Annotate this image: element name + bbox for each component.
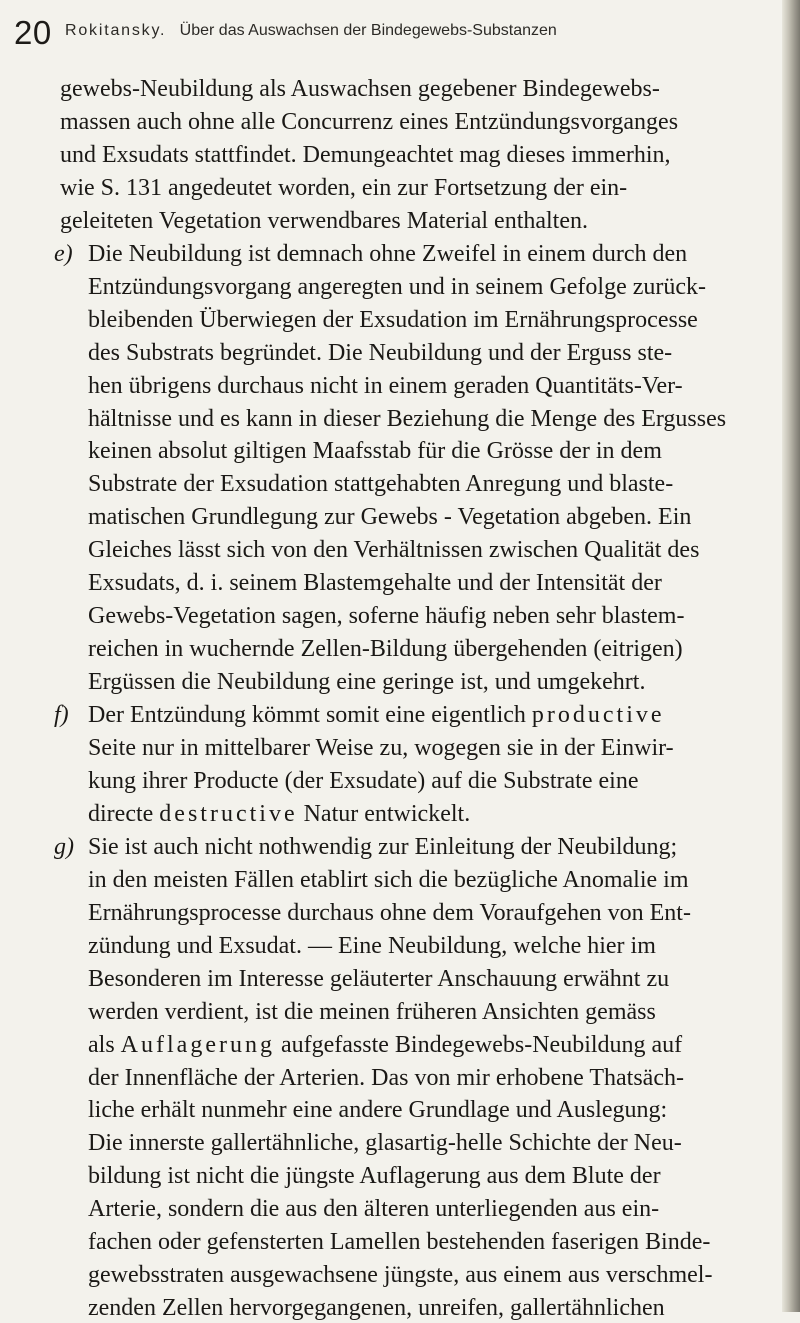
line-text: Seite nur in mittelbarer Weise zu, wogegen sie in der Einwir- — [88, 735, 674, 761]
body-line — [88, 964, 669, 994]
line-text: directe — [88, 800, 160, 827]
section-marker: f) — [54, 702, 69, 729]
line-text: des Substrats begründet. Die Neubildung und der Erguss ste- — [88, 339, 673, 366]
page-number: 20 — [14, 14, 52, 51]
body-line — [88, 568, 662, 598]
body-line — [88, 766, 638, 796]
page-header — [0, 0, 800, 68]
line-text: Gewebs-Vegetation sagen, soferne häufig neben sehr blastem- — [88, 603, 685, 630]
line-text: hältnisse und es kann in dieser Beziehung die Menge des Ergusses — [88, 405, 727, 432]
line-text: gewebs-Neubildung als Auswachsen gegebener Bindegewebs- — [60, 76, 660, 102]
line-text: Besonderen im Interesse geläuterter Anschauung erwähnt zu — [88, 965, 670, 992]
body-line — [60, 140, 671, 170]
line-text: fachen oder gefensterten Lamellen bestehenden faserigen Binde- — [88, 1229, 711, 1256]
body-line — [88, 931, 656, 961]
body-line — [88, 371, 683, 401]
running-head-author: Rokitansky. — [65, 22, 167, 39]
body-line — [88, 502, 691, 532]
page-edge-shadow — [782, 0, 800, 1312]
line-text: als — [88, 1031, 121, 1058]
line-text: kung ihrer Producte (der Exsudate) auf die Substrate eine — [88, 767, 639, 794]
line-text: der Innenfläche der Arterien. Das von mir erhobene Thatsäch- — [88, 1064, 684, 1091]
running-head-title: Über das Auswachsen der Bindegewebs-Substanzen — [179, 22, 557, 39]
body-line — [60, 173, 627, 203]
line-text: Exsudats, d. i. seinem Blastemgehalte und der Intensität der — [88, 570, 662, 597]
line-text: Der Entzündung kömmt somit eine eigentlich — [88, 702, 532, 729]
line-text: Ernährungsprocesse durchaus ohne dem Voraufgehen von Ent- — [88, 899, 691, 926]
line-text: massen auch ohne alle Concurrenz eines Entzündungsvorganges — [60, 108, 679, 135]
body-line — [88, 239, 687, 269]
body-line — [88, 634, 683, 664]
body-line — [88, 1161, 661, 1191]
body-line — [88, 1227, 710, 1257]
body-line — [88, 404, 726, 434]
emphasized-term: Auflagerung — [120, 1031, 275, 1058]
line-text: Die innerste gallertähnliche, glasartig-helle Schichte der Neu- — [88, 1130, 682, 1157]
line-text: liche erhält nunmehr eine andere Grundlage und Auslegung: — [88, 1097, 668, 1124]
line-text: und Exsudats stattfindet. Demungeachtet mag dieses immerhin, — [60, 141, 671, 168]
body-line — [88, 1260, 712, 1290]
line-text: geleiteten Vegetation verwendbares Material enthalten. — [60, 207, 588, 234]
line-text: Natur entwickelt. — [297, 800, 471, 827]
line-text: wie S. 131 angedeutet worden, ein zur Fortsetzung der ein- — [60, 174, 628, 201]
line-text: zündung und Exsudat. — Eine Neubildung, welche hier im — [88, 932, 656, 959]
line-text: keinen absolut giltigen Maafsstab für die Grösse der in dem — [88, 438, 662, 465]
body-line — [88, 436, 662, 466]
body-line — [88, 700, 665, 730]
body-line — [88, 1128, 682, 1158]
body-line — [60, 206, 588, 236]
body-line — [60, 74, 660, 104]
line-text: in den meisten Fällen etablirt sich die bezügliche Anomalie im — [88, 866, 689, 893]
line-text: bleibenden Überwiegen der Exsudation im Ernährungsprocesse — [88, 306, 698, 333]
line-text: Gleiches lässt sich von den Verhältnissen zwischen Qualität des — [88, 537, 700, 564]
line-text: gewebsstraten ausgewachsene jüngste, aus einem aus verschmel- — [88, 1262, 713, 1289]
body-line — [60, 107, 678, 137]
emphasized-term: productive — [531, 702, 665, 729]
section-marker: e) — [54, 240, 73, 267]
body-line — [88, 535, 699, 565]
body-line — [88, 799, 470, 829]
body-line — [88, 1095, 667, 1125]
line-text: Entzündungsvorgang angeregten und in seinem Gefolge zurück- — [88, 273, 707, 300]
line-text: Ergüssen die Neubildung eine geringe ist, und umgekehrt. — [88, 669, 646, 696]
body-line — [88, 305, 698, 335]
body-line — [88, 601, 684, 631]
line-text: bildung ist nicht die jüngste Auflagerung aus dem Blute der — [88, 1163, 661, 1190]
body-line — [88, 469, 673, 499]
body-line — [88, 1063, 684, 1093]
line-text: werden verdient, ist die meinen früheren Ansichten gemäss — [88, 998, 656, 1025]
line-text: matischen Grundlegung zur Gewebs - Vegetation abgeben. Ein — [88, 504, 692, 531]
line-text: hen übrigens durchaus nicht in einem geraden Quantitäts-Ver- — [88, 372, 683, 399]
body-line — [88, 865, 689, 895]
running-head — [65, 23, 557, 39]
line-text: Die Neubildung ist demnach ohne Zweifel in einem durch den — [88, 240, 688, 267]
line-text: reichen in wuchernde Zellen-Bildung übergehenden (eitrigen) — [88, 636, 683, 663]
body-line — [88, 997, 656, 1027]
body-line — [88, 832, 677, 862]
line-text: Sie ist auch nicht nothwendig zur Einleitung der Neubildung; — [88, 833, 678, 860]
section-marker: g) — [54, 833, 74, 860]
body-line — [88, 1030, 682, 1060]
line-text: Arterie, sondern die aus den älteren unterliegenden aus ein- — [88, 1196, 660, 1223]
body-line — [88, 733, 674, 763]
line-text: Substrate der Exsudation stattgehabten Anregung und blaste- — [88, 471, 674, 498]
body-line — [88, 898, 691, 928]
body-line — [88, 272, 706, 302]
body-line — [88, 1293, 665, 1323]
line-text: zenden Zellen hervorgegangenen, unreifen, gallertähnlichen — [88, 1295, 665, 1322]
body-line — [88, 667, 645, 697]
body-line — [88, 338, 672, 368]
emphasized-term: destructive — [159, 800, 298, 827]
running-head-space — [171, 22, 175, 39]
body-line — [88, 1194, 659, 1224]
line-text: aufgefasste Bindegewebs-Neubildung auf — [274, 1031, 683, 1058]
